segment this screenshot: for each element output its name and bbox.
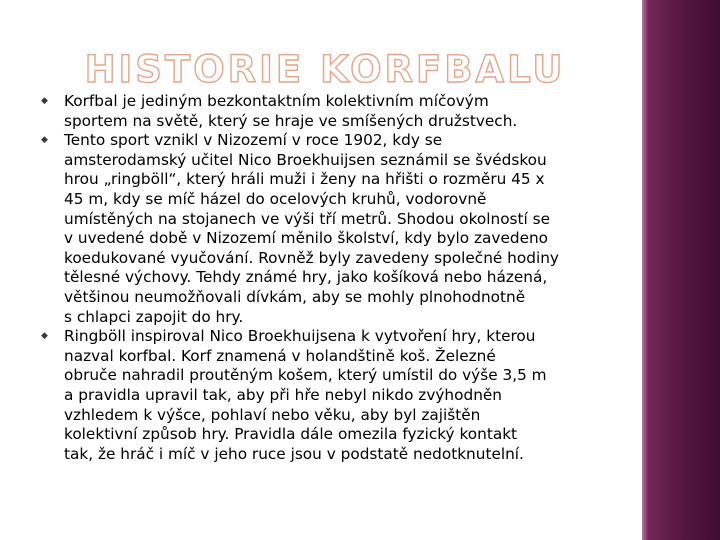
diamond-bullet-icon: ◆: [41, 331, 48, 342]
bullet-text-line: a pravidla upravil tak, aby při hře nebyl nikdo zvýhodněn: [64, 385, 502, 404]
bullet-text-line: většinou neumožňovali dívkám, aby se mohly plnohodnotně: [64, 287, 526, 306]
diamond-bullet-icon: ◆: [41, 96, 48, 106]
bullet-item: [40, 327, 638, 464]
slide-title-art: [84, 44, 566, 92]
bullet-text-line: amsterodamský učitel Nico Broekhuijsen seznámil se švédskou: [64, 150, 547, 169]
bullet-text-line: hrou „ringböll“, který hráli muži i ženy na hřišti o rozměru 45 x: [64, 170, 545, 189]
slide-title: [84, 44, 566, 92]
bullet-text-line: tak, že hráč i míč v jeho ruce jsou v podstatě nedotknutelní.: [64, 444, 524, 463]
bullet-text-line: umístěných na stojanech ve výši tří metrů. Shodou okolností se: [64, 209, 551, 228]
slide-title-text: HISTORIE KORFBALU: [84, 48, 566, 91]
bullet-text-line: kolektivní způsob hry. Pravidla dále omezila fyzický kontakt: [64, 425, 518, 444]
diamond-bullet-icon: ◆: [41, 135, 48, 146]
bullet-list: [40, 92, 638, 464]
decorative-side-band: [642, 0, 720, 540]
bullet-text-line: vzhledem k výšce, pohlaví nebo věku, aby byl zajištěn: [64, 405, 481, 424]
bullet-text-line: sportem na světě, který se hraje ve smíšených družstvech.: [64, 111, 518, 130]
bullet-text-line: nazval korfbal. Korf znamená v holandštině koš. Železné: [64, 346, 496, 365]
bullet-text-line: koedukované vyučování. Rovněž byly zavedeny společné hodiny: [64, 248, 559, 267]
bullet-text-line: v uvedené době v Nizozemí měnilo školství, kdy bylo zavedeno: [64, 229, 549, 248]
bullet-text-line: s chlapci zapojit do hry.: [64, 307, 244, 326]
bullet-text-line: tělesné výchovy. Tehdy známé hry, jako košíková nebo házená,: [64, 268, 548, 287]
bullet-text-line: Tento sport vznikl v Nizozemí v roce 1902, kdy se: [64, 131, 443, 150]
bullet-item: [40, 131, 638, 327]
bullet-text-line: Ringböll inspiroval Nico Broekhuijsena k vytvoření hry, kterou: [64, 327, 536, 346]
bullet-item: [40, 92, 638, 131]
bullet-text-line: Korfbal je jediným bezkontaktním kolektivním míčovým: [64, 92, 489, 110]
bullet-text-line: obruče nahradil proutěným košem, který umístil do výše 3,5 m: [64, 366, 547, 385]
bullet-text-line: 45 m, kdy se míč házel do ocelových kruhů, vodorovně: [64, 189, 487, 208]
